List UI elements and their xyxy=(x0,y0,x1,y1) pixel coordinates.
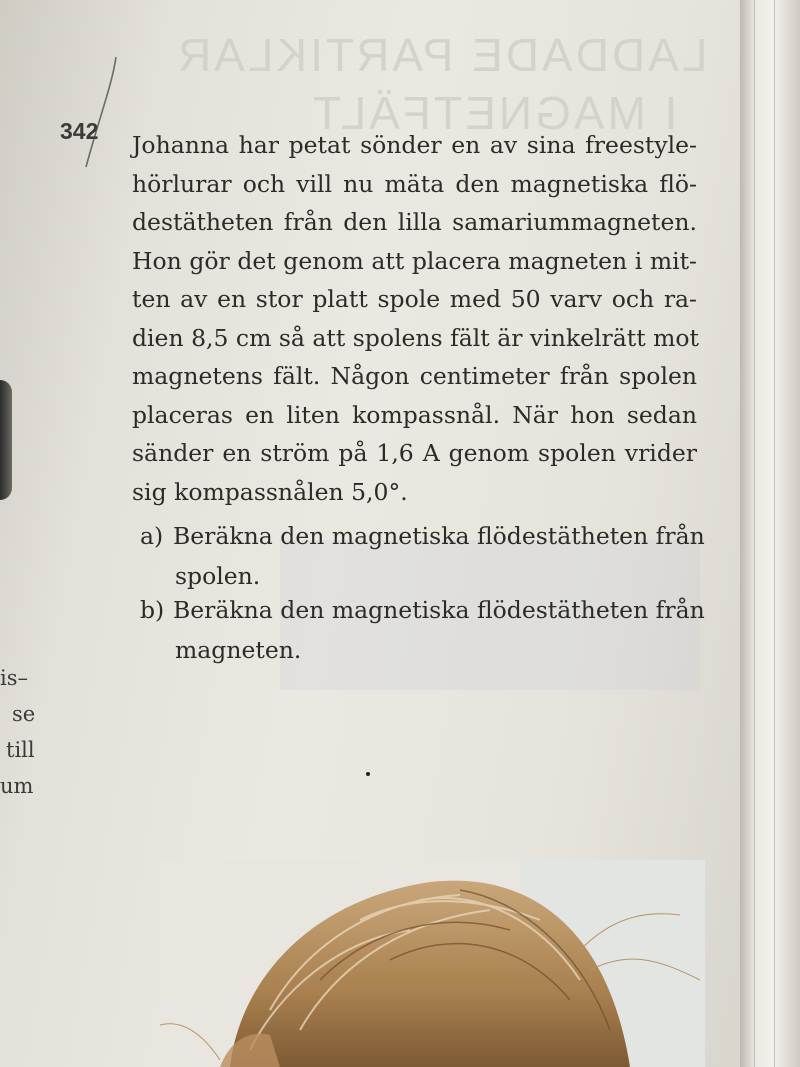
part-text-cont: spolen. xyxy=(175,562,261,590)
left-page-text-fragments xyxy=(0,660,60,804)
text-line: sänder en ström på 1,6 A genom spolen vrider xyxy=(132,439,697,467)
part-b xyxy=(140,590,705,670)
ink-dot xyxy=(366,772,370,776)
text-line: destätheten från den lilla samariummagneten. xyxy=(132,208,697,236)
text-line: placeras en liten kompassnål. När hon sedan xyxy=(132,400,697,429)
part-a xyxy=(140,516,705,596)
part-label: a) xyxy=(140,522,164,550)
fragment-line: se xyxy=(12,702,36,726)
left-page-image-edge xyxy=(0,380,12,500)
text-line: magnetens fält. Någon centimeter från spolen xyxy=(132,362,697,390)
text-line: ten av en stor platt spole med 50 varv och ra- xyxy=(132,285,697,313)
part-text-cont: magneten. xyxy=(175,636,302,664)
part-text: Beräkna den magnetiska flödestätheten från xyxy=(173,596,705,624)
fragment-line: is– xyxy=(0,666,28,690)
problem-number: 342 xyxy=(60,118,99,144)
text-line: Hon gör det genom att placera magneten i mit- xyxy=(132,246,697,275)
book-spine xyxy=(740,0,800,1067)
text-line: hörlurar och vill nu mäta den magnetiska flö- xyxy=(132,169,697,198)
problem-text xyxy=(132,126,697,511)
fragment-line: till xyxy=(6,738,35,762)
part-label: b) xyxy=(140,596,165,624)
fragment-line: um xyxy=(0,774,34,798)
show-through-subheading: I MAGNETFÄLT xyxy=(310,87,678,139)
photo-hair xyxy=(160,860,705,1067)
pencil-mark xyxy=(78,55,128,175)
text-line: sig kompassnålen 5,0°. xyxy=(132,477,408,506)
show-through-heading: LADDADE PARTIKLAR xyxy=(175,29,708,81)
text-line: Johanna har petat sönder en av sina freestyle- xyxy=(132,131,697,159)
text-line: dien 8,5 cm så att spolens fält är vinkelrätt mot xyxy=(132,323,699,352)
part-text: Beräkna den magnetiska flödestätheten från xyxy=(173,522,705,550)
